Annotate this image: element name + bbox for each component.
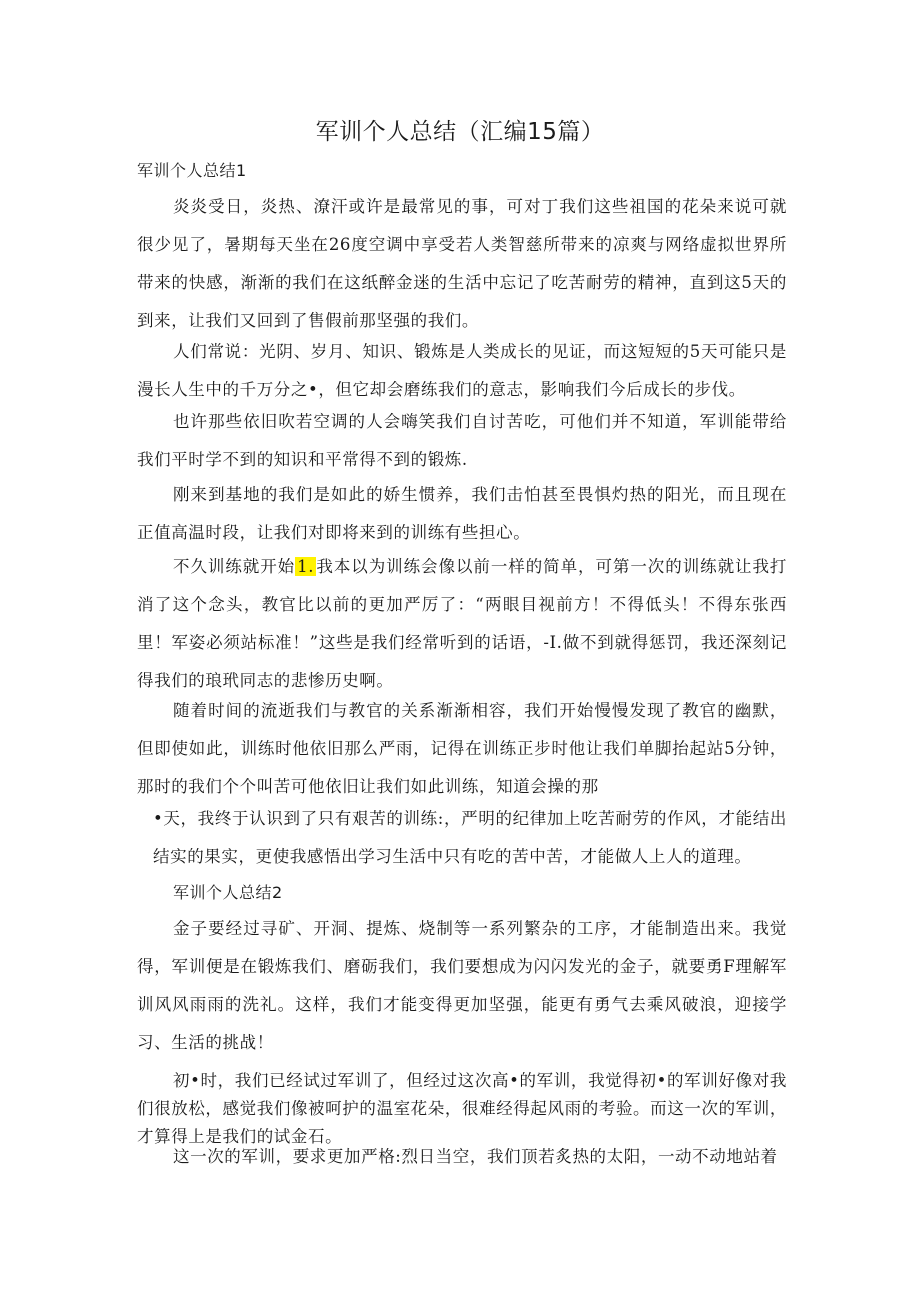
section-1-paragraph-5: [137, 548, 787, 700]
document-title: 军训个人总结（汇编15篇）: [315, 119, 605, 145]
highlighted-text: 1.: [297, 557, 315, 576]
section-2-heading: 军训个人总结2: [173, 883, 283, 902]
paragraph-5-rest-text: 我本以为训练会像以前一样的简单，可第一次的训练就让我打消了这个念头，教官比以前的更加严厉了：“两眼目视前方！不得低头！不得东张西里！军姿必须站标准！”这些是我们经常听到的话语，-I.做不到就得惩罚，我还深刻记得我们的琅玳同志的悲惨历史啊。: [137, 557, 788, 690]
section-2-paragraph-2: 初•时，我们已经试过军训了，但经过这次高•的军训，我觉得初•的军训好像对我们很放松，感觉我们像被呵护的温室花朵，很难经得起风雨的考验。而这一次的军训，才算得上是我们的试金石。: [137, 1071, 787, 1146]
section-1-paragraph-1: 炎炎受日，炎热、潦汗或许是最常见的事，可对丁我们这些祖国的花朵来说可就很少见了，暑期每天坐在26度空调中享受若人类智慈所带来的凉爽与网络虚拟世界所带来的快感，渐渐的我们在这纸醉金迷的生活中忘记了吃苦耐劳的精神，直到这5天的到来，让我们又回到了售假前那坚强的我们。: [137, 197, 787, 330]
section-1-paragraph-3: 也许那些依旧吹若空调的人会嗨笑我们自讨苦吃，可他们并不知道，军训能带给我们平时学不到的知识和平常得不到的锻炼.: [137, 412, 787, 469]
section-1-paragraph-7: •天，我终于认识到了只有艰苦的训练:，严明的纪律加上吃苦耐劳的作风，才能结出结实的果实，更使我感悟出学习生活中只有吃的苦中苦，才能做人上人的道理。: [153, 809, 787, 866]
section-1-heading: 军训个人总结1: [137, 161, 247, 180]
paragraph-5-lead-text: 不久训练就开始: [173, 557, 296, 576]
section-1-paragraph-6: 随着时间的流逝我们与教官的关系渐渐相容，我们开始慢慢发现了教官的幽默，但即使如此，训练时他依旧那么严雨，记得在训练正步时他让我们单脚抬起站5分钟，那时的我们个个叫苦可他依旧让我们如此训练，知道会操的那: [137, 701, 787, 796]
section-1-paragraph-4: 刚来到基地的我们是如此的娇生惯养，我们击怕甚至畏惧灼热的阳光，而且现在正值高温时段，让我们对即将来到的训练有些担心。: [137, 485, 787, 542]
section-2-paragraph-1: 金子要经过寻矿、开洞、提炼、烧制等一系列繁杂的工序，才能制造出来。我觉得，军训便是在锻炼我们、磨砺我们，我们要想成为闪闪发光的金子，就要勇F理解军训风风雨雨的洗礼。这样，我们才能变得更加坚强，能更有勇气去乘风破浪，迎接学习、生活的挑战！: [137, 919, 787, 1052]
section-2-paragraph-3: 这一次的军训，要求更加严格:烈日当空，我们顶若炙热的太阳，一动不动地站着: [173, 1147, 778, 1166]
section-1-paragraph-2: 人们常说：光阴、岁月、知识、锻炼是人类成长的见证，而这短短的5天可能只是漫长人生中的千万分之•，但它却会磨练我们的意志，影响我们今后成长的步伐。: [137, 342, 787, 399]
